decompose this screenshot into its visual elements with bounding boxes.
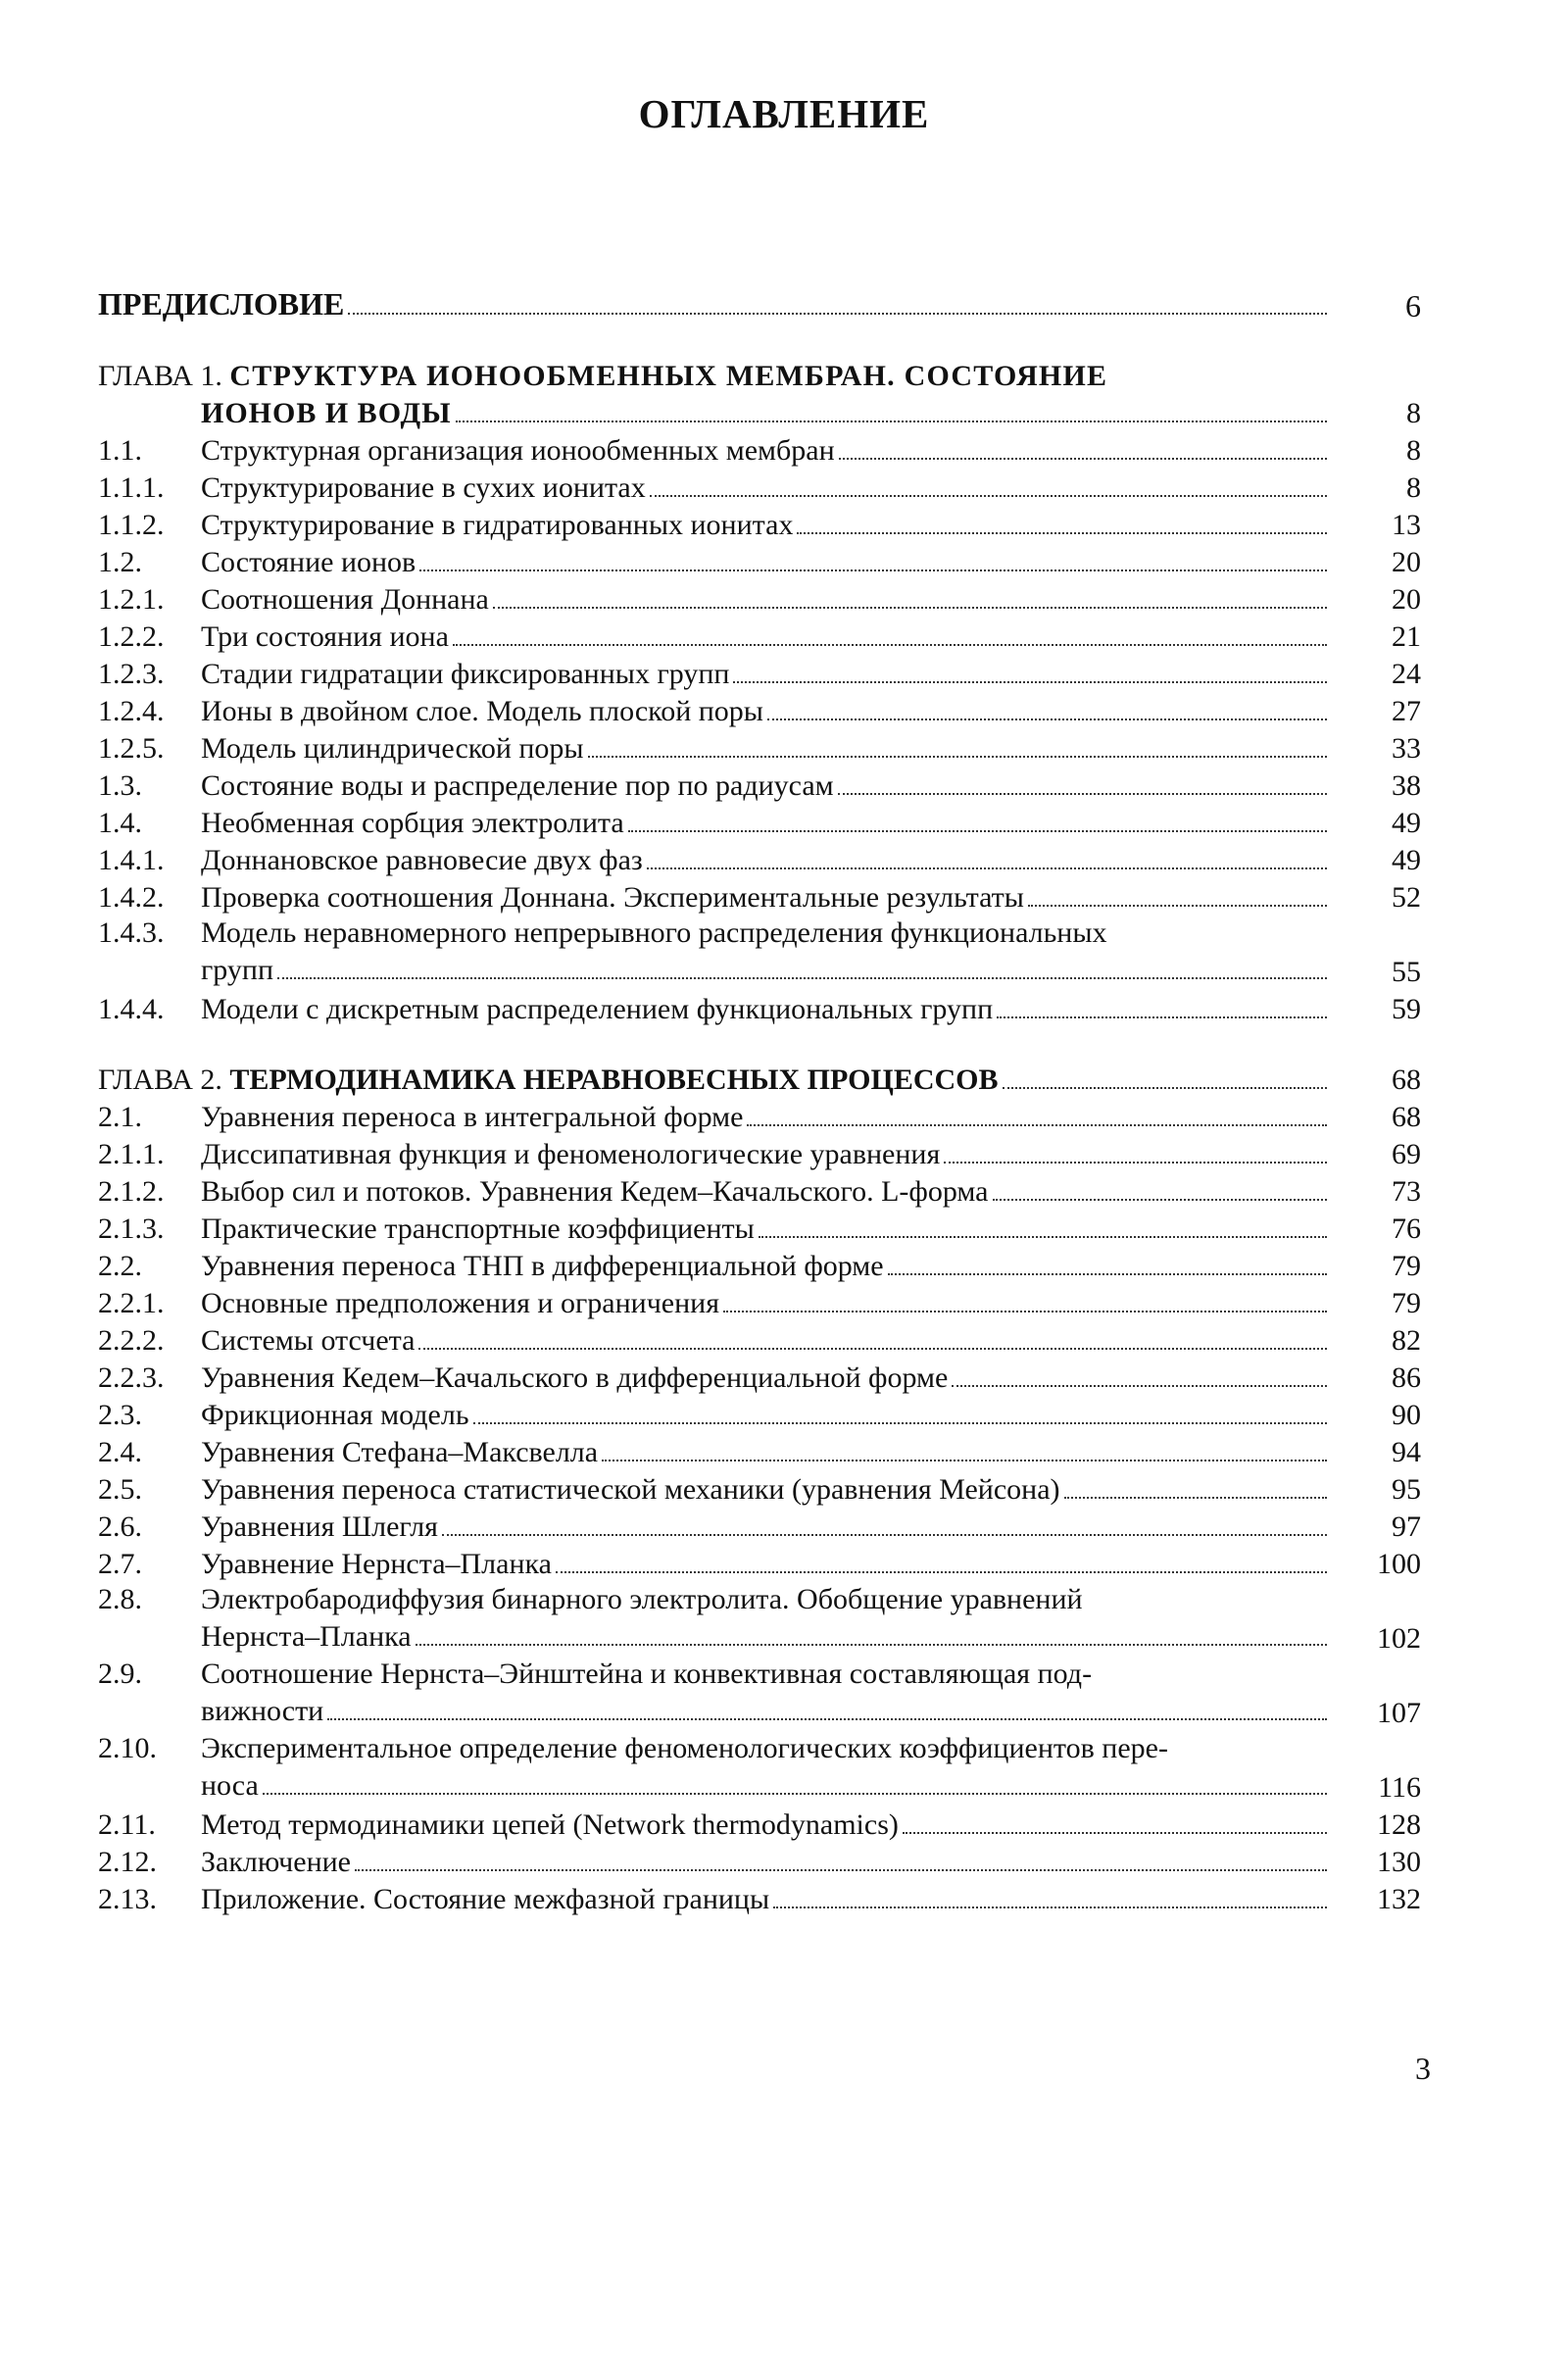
entry-page: 82 <box>1392 1324 1421 1357</box>
entry-number: 2.4. <box>98 1436 142 1468</box>
entry-number: 2.12. <box>98 1846 157 1878</box>
entry-page: 68 <box>1392 1101 1421 1133</box>
entry-page: 49 <box>1392 844 1421 876</box>
toc-entry <box>98 1321 1421 1359</box>
entry-page: 8 <box>1406 434 1421 467</box>
entry-title: Практические транспортные коэффициенты <box>201 1213 755 1245</box>
entry-number: 2.5. <box>98 1473 142 1506</box>
entry-number: 2.2. <box>98 1250 142 1282</box>
chapter-2-title: ТЕРМОДИНАМИКА НЕРАВНОВЕСНЫХ ПРОЦЕССОВ <box>229 1064 999 1096</box>
toc-preface <box>98 284 1421 323</box>
leader-dots <box>747 1124 1327 1126</box>
entry-page: 116 <box>1378 1771 1421 1804</box>
entry-page: 95 <box>1392 1473 1421 1506</box>
preface-page: 6 <box>1405 288 1421 323</box>
leader-dots <box>416 1644 1327 1646</box>
leader-dots <box>556 1571 1327 1573</box>
leader-dots <box>797 532 1327 534</box>
chapter-2-label: ГЛАВА 2. <box>98 1064 222 1096</box>
toc-entry <box>98 1247 1421 1284</box>
entry-page: 21 <box>1392 620 1421 653</box>
entry-page: 20 <box>1392 546 1421 578</box>
toc-entry <box>98 990 1421 1027</box>
entry-page: 52 <box>1392 881 1421 914</box>
entry-number: 2.2.1. <box>98 1287 165 1319</box>
toc-entry <box>98 1284 1421 1321</box>
entry-page: 69 <box>1392 1138 1421 1170</box>
entry-title: Состояние ионов <box>201 546 416 578</box>
toc-entry <box>98 1806 1421 1843</box>
toc-entry <box>98 1135 1421 1172</box>
entry-number: 1.4.4. <box>98 993 165 1025</box>
entry-page: 33 <box>1392 732 1421 765</box>
entry-title: Основные предположения и ограничения <box>201 1287 719 1319</box>
toc-entry <box>98 543 1421 580</box>
entry-number: 1.2.2. <box>98 620 165 653</box>
leader-dots <box>588 756 1327 758</box>
chapter-1-entries <box>98 431 1421 1027</box>
entry-title-line1: Соотношение Нернста–Эйнштейна и конвективная составляющая под- <box>201 1658 1093 1690</box>
toc-entry <box>98 431 1421 469</box>
entry-title: Соотношения Доннана <box>201 583 489 616</box>
toc-entry <box>98 767 1421 804</box>
entry-page: 102 <box>1377 1622 1421 1655</box>
toc-entry <box>98 580 1421 618</box>
toc-entry <box>98 1508 1421 1545</box>
toc-entry <box>98 1880 1421 1917</box>
entry-number: 1.3. <box>98 769 142 802</box>
leader-dots <box>456 421 1327 422</box>
toc-entry <box>98 1843 1421 1880</box>
entry-page: 59 <box>1392 993 1421 1025</box>
toc-entry <box>98 804 1421 841</box>
toc-entry <box>98 469 1421 506</box>
entry-title: Доннановское равновесие двух фаз <box>201 844 643 876</box>
entry-number: 1.4. <box>98 807 142 839</box>
entry-title: Выбор сил и потоков. Уравнения Кедем–Качальского. L-форма <box>201 1175 989 1208</box>
entry-page: 20 <box>1392 583 1421 616</box>
entry-number: 1.2.1. <box>98 583 165 616</box>
entry-title: Проверка соотношения Доннана. Экспериментальные результаты <box>201 881 1024 914</box>
leader-dots <box>1003 1087 1327 1089</box>
entry-title: Структурирование в сухих ионитах <box>201 471 646 504</box>
entry-title: Стадии гидратации фиксированных групп <box>201 658 730 690</box>
toc-entry <box>98 1433 1421 1470</box>
leader-dots <box>839 458 1327 460</box>
entry-number: 2.2.3. <box>98 1362 165 1394</box>
entry-number: 1.1.1. <box>98 471 165 504</box>
chapter-2-entries <box>98 1098 1421 1917</box>
leader-dots <box>442 1534 1327 1536</box>
entry-page: 24 <box>1392 658 1421 690</box>
entry-title: Системы отсчета <box>201 1324 416 1357</box>
leader-dots <box>418 1348 1327 1350</box>
leader-dots <box>903 1832 1327 1834</box>
page-number: 3 <box>1415 2051 1431 2086</box>
entry-number: 2.6. <box>98 1510 142 1543</box>
entry-page: 128 <box>1377 1808 1421 1841</box>
entry-number: 1.2. <box>98 546 142 578</box>
entry-number: 2.2.2. <box>98 1324 165 1357</box>
entry-page: 49 <box>1392 807 1421 839</box>
entry-number: 1.2.5. <box>98 732 165 765</box>
entry-page: 100 <box>1377 1548 1421 1580</box>
toc-entry <box>98 1098 1421 1135</box>
chapter-1-page: 8 <box>1406 397 1421 429</box>
entry-title: Уравнения Шлегля <box>201 1510 438 1543</box>
page-title: ОГЛАВЛЕНИЕ <box>638 91 930 136</box>
leader-dots <box>733 681 1327 683</box>
toc-entry <box>98 655 1421 692</box>
toc-entry <box>98 1731 1421 1806</box>
entry-number: 1.4.1. <box>98 844 165 876</box>
chapter-1-heading <box>98 357 1421 431</box>
leader-dots <box>650 495 1327 497</box>
entry-page: 13 <box>1392 509 1421 541</box>
entry-number: 2.11. <box>98 1808 156 1841</box>
entry-number: 2.8. <box>98 1583 142 1615</box>
entry-page: 38 <box>1392 769 1421 802</box>
leader-dots <box>888 1273 1327 1275</box>
entry-page: 94 <box>1392 1436 1421 1468</box>
entry-title: Уравнения переноса в интегральной форме <box>201 1101 744 1133</box>
entry-number: 2.1.3. <box>98 1213 165 1245</box>
toc-entry <box>98 1582 1421 1657</box>
chapter-1-title-line1: СТРУКТУРА ИОНООБМЕННЫХ МЕМБРАН. СОСТОЯНИЕ <box>229 360 1108 392</box>
entry-page: 132 <box>1377 1883 1421 1915</box>
entry-title: Метод термодинамики цепей (Network thermodynamics) <box>201 1808 899 1841</box>
leader-dots <box>1028 905 1327 907</box>
entry-title: Модели с дискретным распределением функциональных групп <box>201 993 994 1025</box>
toc-entry <box>98 1210 1421 1247</box>
entry-number: 2.9. <box>98 1658 142 1690</box>
leader-dots <box>473 1422 1327 1424</box>
entry-number: 1.1. <box>98 434 142 467</box>
leader-dots <box>767 718 1327 720</box>
entry-page: 107 <box>1377 1697 1421 1729</box>
toc-entry <box>98 1657 1421 1731</box>
entry-title: Диссипативная функция и феноменологические уравнения <box>201 1138 941 1170</box>
entry-page: 86 <box>1392 1362 1421 1394</box>
entry-title-line1: Электробародиффузия бинарного электролита. Обобщение уравнений <box>201 1583 1083 1615</box>
toc-entry <box>98 1359 1421 1396</box>
entry-page: 130 <box>1377 1846 1421 1878</box>
preface-title: ПРЕДИСЛОВИЕ <box>98 286 345 322</box>
toc-entry <box>98 916 1421 990</box>
entry-page: 76 <box>1392 1213 1421 1245</box>
entry-page: 8 <box>1406 471 1421 504</box>
chapter-1-label: ГЛАВА 1. <box>98 360 222 392</box>
toc-entry <box>98 1172 1421 1210</box>
entry-title: Уравнения переноса статистической механики (уравнения Мейсона) <box>201 1473 1060 1506</box>
toc-entry <box>98 618 1421 655</box>
entry-number: 2.3. <box>98 1399 142 1431</box>
entry-title: Нернста–Планка <box>201 1620 412 1653</box>
entry-number: 1.2.3. <box>98 658 165 690</box>
entry-number: 2.1. <box>98 1101 142 1133</box>
toc-entry <box>98 841 1421 878</box>
entry-number: 2.7. <box>98 1548 142 1580</box>
entry-title: Уравнения Стефана–Максвелла <box>201 1436 599 1468</box>
entry-title: Три состояния иона <box>201 620 449 653</box>
toc-entry <box>98 1470 1421 1508</box>
entry-page: 55 <box>1392 956 1421 988</box>
entry-title: Уравнение Нернста–Планка <box>201 1548 552 1580</box>
leader-dots <box>647 867 1327 869</box>
entry-title-line1: Модель неравномерного непрерывного распределения функциональных <box>201 916 1107 949</box>
leader-dots <box>453 644 1327 646</box>
toc-entry <box>98 729 1421 767</box>
leader-dots <box>628 830 1327 832</box>
leader-dots <box>838 793 1327 795</box>
leader-dots <box>263 1793 1327 1795</box>
leader-dots <box>277 977 1327 979</box>
leader-dots <box>327 1718 1327 1720</box>
entry-title: Уравнения Кедем–Качальского в дифференциальной форме <box>201 1362 949 1394</box>
entry-title: носа <box>201 1769 259 1802</box>
toc-entry <box>98 1545 1421 1582</box>
entry-number: 1.4.2. <box>98 881 165 914</box>
entry-page: 90 <box>1392 1399 1421 1431</box>
toc-entry <box>98 1396 1421 1433</box>
leader-dots <box>602 1460 1327 1461</box>
entry-page: 79 <box>1392 1250 1421 1282</box>
entry-title: Заключение <box>201 1846 351 1878</box>
entry-title: Состояние воды и распределение пор по радиусам <box>201 769 834 802</box>
toc-entry <box>98 692 1421 729</box>
entry-title: групп <box>201 954 274 986</box>
leader-dots <box>952 1385 1327 1387</box>
entry-title: Структурная организация ионообменных мембран <box>201 434 835 467</box>
leader-dots <box>773 1907 1327 1908</box>
entry-number: 2.1.2. <box>98 1175 165 1208</box>
chapter-2-page: 68 <box>1392 1064 1421 1096</box>
entry-title: Приложение. Состояние межфазной границы <box>201 1883 770 1915</box>
leader-dots <box>723 1311 1327 1312</box>
entry-number: 1.4.3. <box>98 916 165 949</box>
entry-title: Уравнения переноса ТНП в дифференциальной форме <box>201 1250 884 1282</box>
table-of-contents <box>98 284 1421 1917</box>
entry-title: Фрикционная модель <box>201 1399 469 1431</box>
entry-number: 1.1.2. <box>98 509 165 541</box>
leader-dots <box>759 1236 1327 1238</box>
entry-page: 27 <box>1392 695 1421 727</box>
entry-title: Ионы в двойном слое. Модель плоской поры <box>201 695 763 727</box>
entry-number: 2.1.1. <box>98 1138 165 1170</box>
leader-dots <box>1064 1497 1327 1499</box>
entry-title: Модель цилиндрической поры <box>201 732 584 765</box>
entry-page: 97 <box>1392 1510 1421 1543</box>
leader-dots <box>348 313 1327 315</box>
entry-title: вижности <box>201 1695 324 1727</box>
toc-entry <box>98 878 1421 916</box>
entry-page: 79 <box>1392 1287 1421 1319</box>
chapter-2-heading <box>98 1061 1421 1098</box>
entry-page: 73 <box>1392 1175 1421 1208</box>
entry-title: Необменная сорбция электролита <box>201 807 624 839</box>
leader-dots <box>944 1162 1327 1164</box>
leader-dots <box>993 1199 1328 1201</box>
leader-dots <box>997 1016 1327 1018</box>
entry-title: Структурирование в гидратированных ионитах <box>201 509 794 541</box>
entry-number: 2.10. <box>98 1732 157 1764</box>
entry-title-line1: Экспериментальное определение феноменологических коэффициентов пере- <box>201 1732 1168 1764</box>
entry-number: 2.13. <box>98 1883 157 1915</box>
toc-entry <box>98 506 1421 543</box>
leader-dots <box>493 607 1327 609</box>
leader-dots <box>355 1869 1327 1871</box>
chapter-1-title-line2: ИОНОВ И ВОДЫ <box>201 397 452 429</box>
leader-dots <box>419 569 1327 571</box>
entry-number: 1.2.4. <box>98 695 165 727</box>
